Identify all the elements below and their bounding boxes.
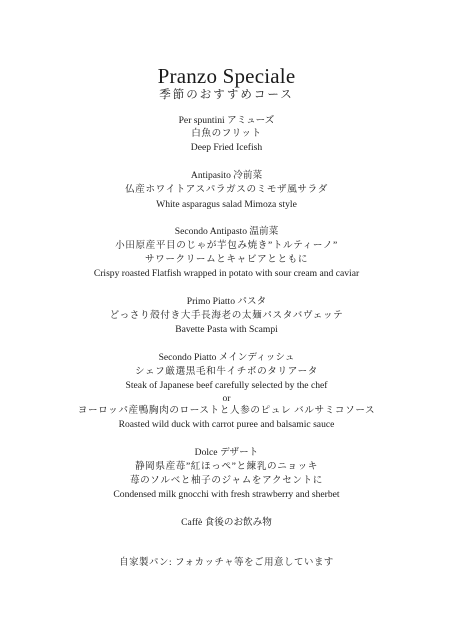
- course-heading-main-dish: Secondo Piatto メインディッシュ: [158, 352, 295, 363]
- course-dish-en: Roasted wild duck with carrot puree and balsamic sauce: [118, 419, 335, 430]
- course-dish-en: Bavette Pasta with Scampi: [175, 324, 278, 335]
- course-dish-jp: 小田原産平目のじゃが芋包み焼き”トルティーノ”: [115, 240, 338, 251]
- course-dish-en: Condensed milk gnocchi with fresh strawberry and sherbet: [113, 489, 340, 500]
- course-dish-jp: サワークリームとキャビアとともに: [144, 254, 309, 265]
- course-dish-en: White asparagus salad Mimoza style: [156, 199, 297, 210]
- course-heading-amuse: Per spuntini アミューズ: [178, 115, 275, 126]
- course-dish-jp: シェフ厳選黒毛和牛イチボのタリアータ: [134, 366, 318, 377]
- menu-subtitle: 季節のおすすめコース: [159, 89, 294, 101]
- course-dish-jp: 仏産ホワイトアスパラガスのミモザ風サラダ: [125, 184, 328, 195]
- course-dish-jp: 白魚のフリット: [191, 128, 262, 139]
- course-dish-jp: ヨーロッパ産鴨胸肉のローストと人参のピュレ バルサミコソース: [77, 405, 376, 416]
- course-heading-coffee: Caffè 食後のお飲み物: [181, 517, 272, 528]
- course-heading-cold-appetizer: Antipasito 冷前菜: [190, 170, 263, 181]
- menu-title: Pranzo Speciale: [157, 64, 296, 88]
- course-dish-en: Crispy roasted Flatfish wrapped in potato with sour cream and caviar: [93, 268, 360, 279]
- course-heading-dessert: Dolce デザート: [194, 447, 259, 458]
- course-heading-pasta: Primo Piatto パスタ: [186, 296, 267, 307]
- course-dish-jp: 静岡県産苺”紅ほっぺ”と練乳のニョッキ: [134, 461, 318, 472]
- course-dish-jp: 苺のソルベと柚子のジャムをアクセントに: [129, 475, 323, 486]
- bread-note: 自家製パン: フォカッチャ等をご用意しています: [119, 558, 334, 568]
- course-dish-en: Steak of Japanese beef carefully selected by the chef: [125, 380, 328, 391]
- course-heading-warm-appetizer: Secondo Antipasto 温前菜: [174, 226, 279, 237]
- course-or-separator: or: [222, 393, 231, 404]
- course-dish-en: Deep Fried Icefish: [190, 142, 263, 153]
- course-dish-jp: どっさり殻付き大手長海老の太麺パスタバヴェッテ: [109, 310, 344, 321]
